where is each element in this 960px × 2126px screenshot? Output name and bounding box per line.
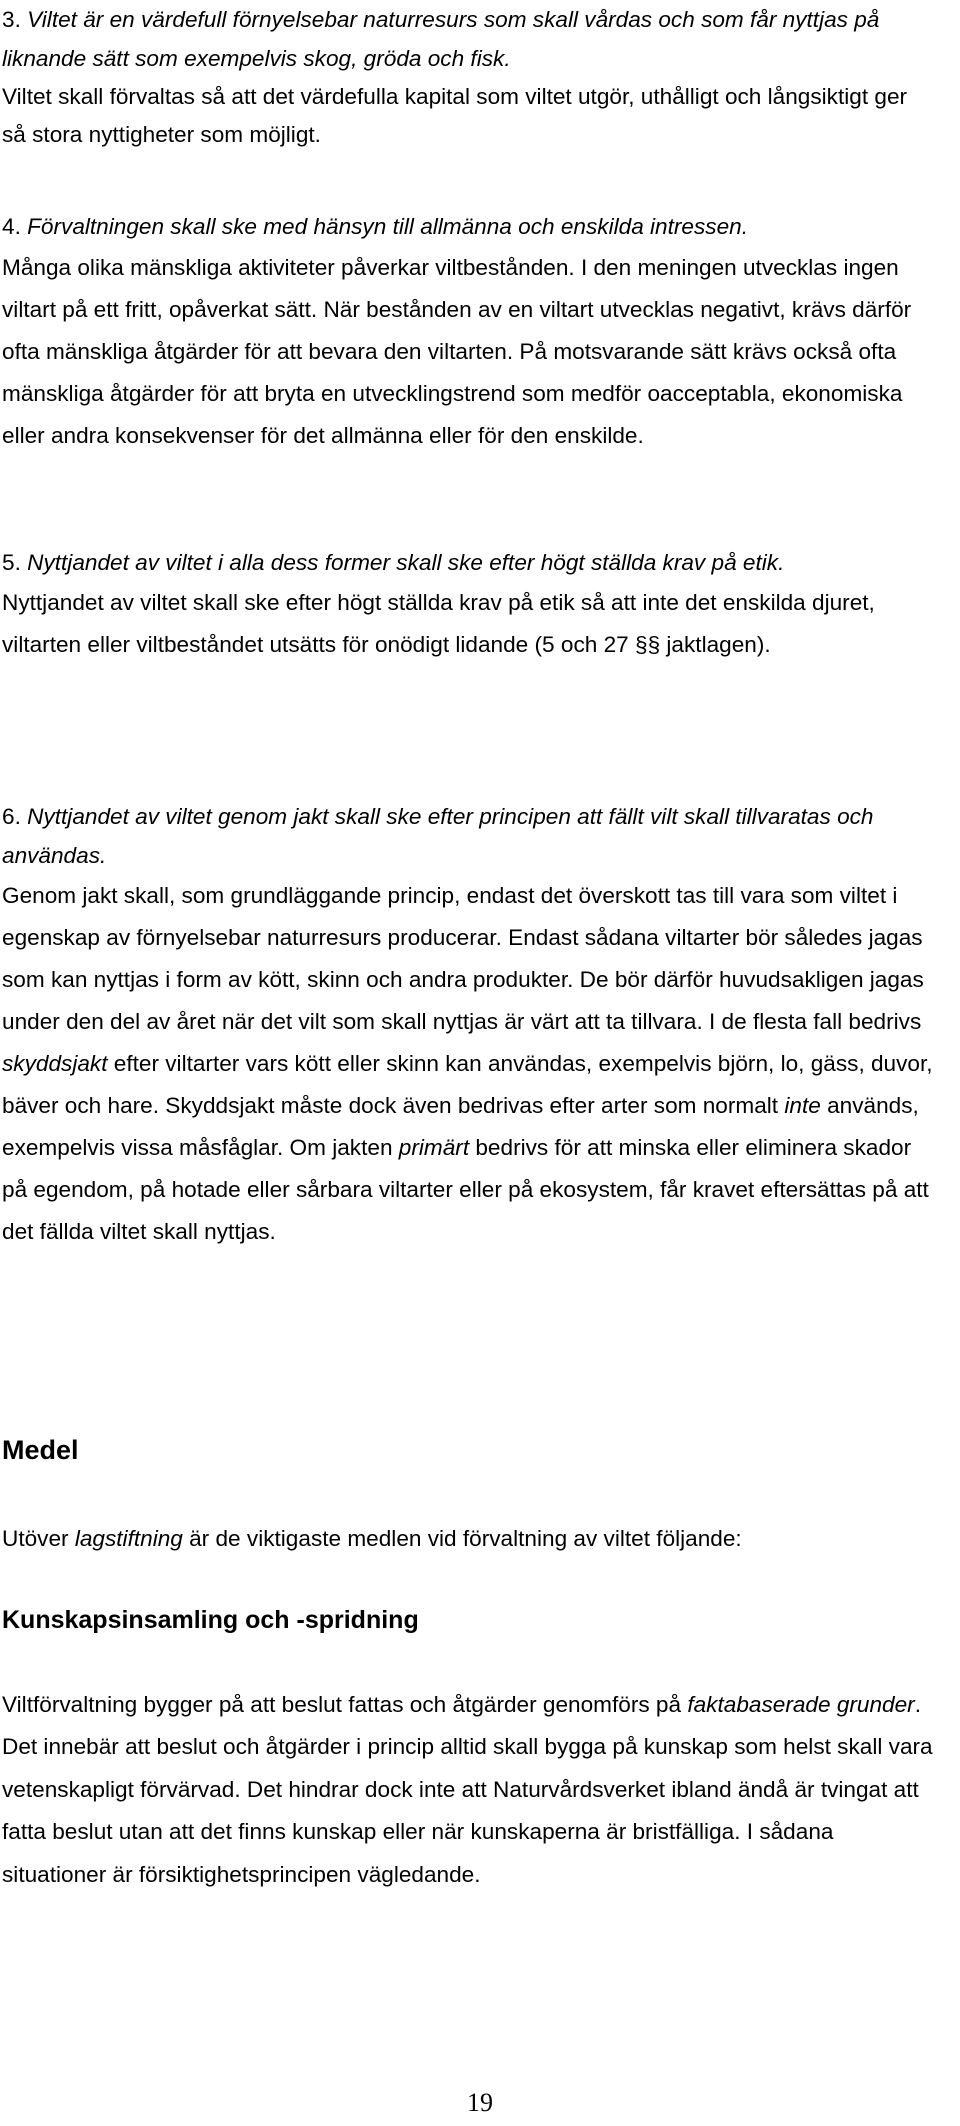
principle-3-heading (2, 0, 937, 78)
medel-intro (2, 1519, 937, 1559)
principle-4 (2, 206, 937, 457)
principle-4-number: 4. (2, 214, 21, 239)
kunskap-text-1: Viltförvaltning bygger på att beslut fattas och åtgärder genomförs på (2, 1692, 688, 1717)
principle-6-text-2: efter viltarter vars kött eller skinn kan användas, exempelvis björn, lo, gäss, duvor, bäver och hare. Skyddsjakt måste dock även bedrivas efter arter som normalt (2, 1051, 933, 1118)
section-heading-kunskap: Kunskapsinsamling och -spridning (2, 1606, 419, 1634)
principle-4-heading (2, 206, 937, 247)
principle-6-number: 6. (2, 804, 21, 829)
page-number: 19 (467, 2088, 493, 2117)
principle-6-text-1: Genom jakt skall, som grundläggande princip, endast det överskott tas till vara som viltet i egenskap av förnyelsebar naturresurs producerar. Endast sådana viltarter bör således jagas som kan nyttjas i form av kött, skinn och andra produkter. De bör därför huvudsakligen jagas under den del av året när det vilt som skall nyttjas är värt att ta tillvara. I de flesta fall bedrivs (2, 883, 924, 1034)
principle-6 (2, 797, 937, 1253)
principle-6-emphasis-3: primärt (398, 1135, 470, 1160)
principle-3-number: 3. (2, 7, 21, 32)
principle-5 (2, 543, 937, 666)
medel-intro-text-1: Utöver (2, 1526, 75, 1551)
section-heading-medel: Medel (2, 1435, 79, 1465)
principle-6-text-3: används, exempelvis vissa måsfåglar. Om jakten (2, 1093, 919, 1160)
medel-intro-emphasis: lagstiftning (74, 1526, 183, 1551)
principle-5-heading (2, 543, 937, 582)
principle-6-text-4: bedrivs för att minska eller eliminera skador på egendom, på hotade eller sårbara viltarter eller på ekosystem, får kravet eftersättas på att det fällda viltet skall nyttjas. (2, 1135, 929, 1244)
principle-6-title: Nyttjandet av viltet genom jakt skall ske efter principen att fällt vilt skall tillvaratas och användas. (2, 804, 874, 868)
principle-6-emphasis-2: inte (784, 1093, 821, 1118)
principle-3 (2, 0, 937, 154)
principle-3-title: Viltet är en värdefull förnyelsebar naturresurs som skall vårdas och som får nyttjas på liknande sätt som exempelvis skog, gröda och fisk. (2, 7, 880, 71)
kunskap-body (2, 1684, 937, 1896)
principle-3-body: Viltet skall förvaltas så att det värdefulla kapital som viltet utgör, uthålligt och långsiktigt ger så stora nyttigheter som möjligt. (2, 84, 908, 147)
principle-5-title: Nyttjandet av viltet i alla dess former skall ske efter högt ställda krav på etik. (27, 550, 785, 575)
principle-6-heading (2, 797, 937, 875)
kunskap-text-2: . Det innebär att beslut och åtgärder i princip alltid skall bygga på kunskap som helst skall vara vetenskapligt förvärvad. Det hindrar dock inte att Naturvårdsverket ibland ändå är tvingat att fatta beslut utan att det finns kunskap eller när kunskaperna är bristfälliga. I sådana situationer är försiktighetsprincipen vägledande. (2, 1692, 933, 1887)
kunskap-emphasis: faktabaserade grunder (687, 1692, 915, 1717)
principle-6-body (2, 875, 937, 1253)
principle-5-body: Nyttjandet av viltet skall ske efter högt ställda krav på etik så att inte det enskilda djuret, viltarten eller viltbeståndet utsätts för onödigt lidande (5 och 27 §§ jaktlagen). (2, 590, 875, 657)
principle-6-emphasis-1: skyddsjakt (2, 1051, 108, 1076)
principle-5-number: 5. (2, 550, 21, 575)
principle-4-body: Många olika mänskliga aktiviteter påverkar viltbestånden. I den meningen utvecklas ingen viltart på ett fritt, opåverkat sätt. När bestånden av en viltart utvecklas negativt, krävs därför ofta mänskliga åtgärder för att bevara den viltarten. På motsvarande sätt krävs också ofta mänskliga åtgärder för att bryta en utvecklingstrend som medför oacceptabla, ekonomiska eller andra konsekvenser för det allmänna eller för den enskilde. (2, 255, 912, 448)
medel-intro-text-2: är de viktigaste medlen vid förvaltning av viltet följande: (182, 1526, 742, 1551)
principle-4-title: Förvaltningen skall ske med hänsyn till allmänna och enskilda intressen. (27, 214, 748, 239)
